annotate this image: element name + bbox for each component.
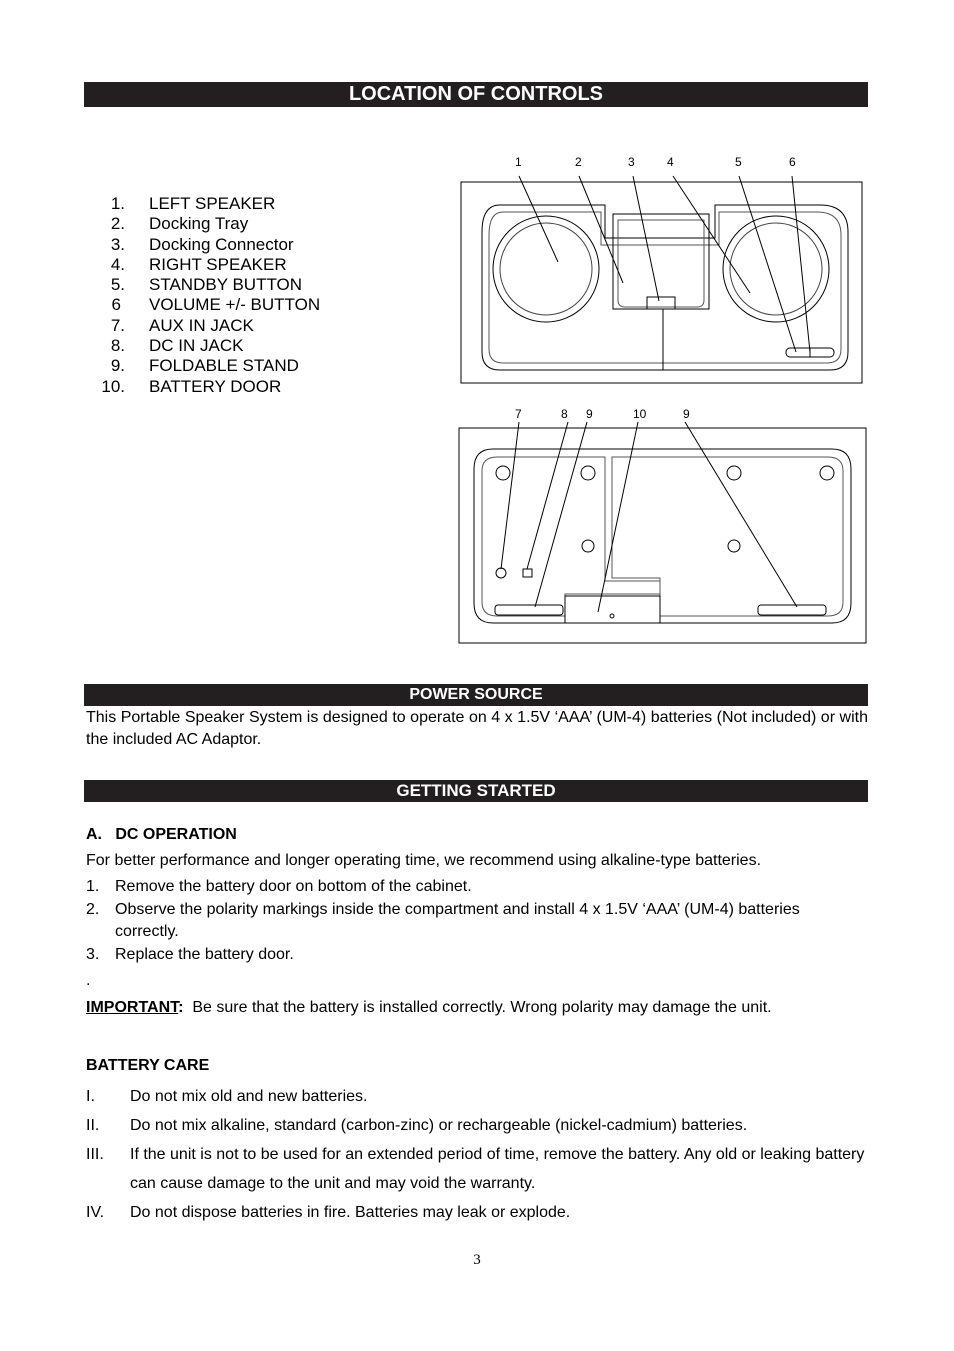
power-source-heading: POWER SOURCE — [84, 684, 868, 706]
docking-tray — [613, 214, 709, 309]
callout-line-2 — [579, 176, 623, 283]
item-label: AUX IN JACK — [149, 315, 254, 335]
callout-line-4 — [673, 176, 750, 293]
list-item — [95, 356, 320, 376]
screw-hole — [727, 466, 741, 480]
foldable-stand-right — [758, 605, 826, 615]
important-label: IMPORTANT — [86, 999, 179, 1016]
item-text: Do not mix old and new batteries. — [130, 1088, 368, 1105]
item-number: 5. — [110, 275, 125, 295]
page-number: 3 — [473, 1252, 481, 1268]
list-item — [95, 275, 320, 295]
right-speaker-cone — [730, 223, 822, 315]
item-number: II. — [86, 1117, 100, 1134]
item-number: III. — [86, 1146, 104, 1163]
step-text: Observe the polarity markings inside the compartment and install 4 x 1.5V ‘AAA’ (UM-4) batteries correctly. — [115, 900, 800, 940]
callout-4: 4 — [667, 155, 674, 169]
item-number: 3. — [110, 234, 125, 254]
callout-8: 8 — [561, 407, 568, 421]
item-label: Docking Connector — [149, 234, 294, 254]
item-number: 2. — [110, 214, 125, 234]
speaker-body-outline — [482, 205, 848, 370]
list-item — [86, 876, 806, 899]
item-label: VOLUME +/- BUTTON — [149, 295, 321, 315]
list-item — [95, 295, 320, 315]
list-item — [86, 1082, 876, 1111]
callout-2: 2 — [575, 155, 582, 169]
important-note — [86, 999, 772, 1017]
item-text: Do not mix alkaline, standard (carbon-zinc) or rechargeable (nickel-cadmium) batteries. — [130, 1117, 748, 1134]
callout-5: 5 — [735, 155, 742, 169]
getting-started-heading: GETTING STARTED — [84, 780, 868, 802]
item-label: Docking Tray — [149, 214, 249, 234]
list-item — [95, 336, 320, 356]
back-panel-right — [612, 457, 843, 616]
item-label: RIGHT SPEAKER — [149, 254, 287, 274]
step-number: 2. — [86, 900, 100, 918]
list-item — [86, 899, 806, 944]
item-text: If the unit is not to be used for an extended period of time, remove the battery. Any old or leaking battery can cause damage to the unit and may void the warranty. — [130, 1146, 865, 1192]
dc-in-jack — [523, 569, 532, 577]
dc-operation-heading: A. DC OPERATION — [86, 826, 237, 843]
battery-door-screw — [610, 614, 614, 618]
back-view-diagram — [455, 403, 870, 648]
controls-list — [95, 194, 320, 397]
right-speaker-grille — [723, 216, 829, 322]
item-label: STANDBY BUTTON — [149, 275, 303, 295]
list-item — [86, 1140, 876, 1198]
callout-line-8 — [527, 422, 568, 569]
item-number: 9. — [110, 356, 125, 376]
docking-tray-inner — [618, 220, 704, 307]
left-speaker-grille — [493, 216, 599, 322]
callout-7: 7 — [515, 407, 522, 421]
step-number: 1. — [86, 878, 100, 895]
foldable-stand-left — [495, 605, 563, 615]
callout-line-6 — [792, 176, 810, 352]
left-speaker-cone — [500, 223, 592, 315]
battery-door — [565, 596, 660, 623]
screw-hole — [581, 466, 595, 480]
item-number: 8. — [110, 336, 125, 356]
item-number: IV. — [86, 1204, 105, 1221]
list-item — [95, 235, 320, 255]
item-number: 7. — [110, 315, 125, 335]
callout-line-9b — [685, 422, 797, 607]
item-number: 1. — [110, 194, 125, 213]
item-number: I. — [86, 1088, 95, 1105]
item-text: Do not dispose batteries in fire. Batteries may leak or explode. — [130, 1204, 571, 1221]
aux-in-jack — [496, 568, 506, 578]
battery-care-heading: BATTERY CARE — [86, 1057, 210, 1074]
list-item — [86, 1198, 876, 1227]
dc-intro: For better performance and longer operating time, we recommend using alkaline-type batteries. — [86, 852, 762, 869]
list-item — [95, 214, 320, 234]
callout-line-5 — [739, 176, 796, 352]
list-item — [95, 194, 320, 214]
step-text: Remove the battery door on bottom of the cabinet. — [115, 878, 472, 895]
step-text: Replace the battery door. — [115, 945, 294, 963]
screw-hole — [728, 540, 740, 552]
list-item — [95, 255, 320, 275]
screw-hole — [820, 466, 834, 480]
important-text: Be sure that the battery is installed correctly. Wrong polarity may damage the unit. — [192, 999, 772, 1016]
power-source-text: This Portable Speaker System is designed to operate on 4 x 1.5V ‘AAA’ (UM-4) batteries (Not included) or with the included AC Adaptor. — [86, 709, 868, 748]
item-label: LEFT SPEAKER — [149, 194, 276, 213]
list-item — [86, 944, 806, 967]
location-heading: LOCATION OF CONTROLS — [84, 82, 868, 107]
item-label: FOLDABLE STAND — [149, 356, 299, 376]
callout-line-10 — [598, 422, 638, 612]
back-body-outline — [474, 449, 851, 623]
screw-hole — [496, 466, 510, 480]
list-item — [95, 316, 320, 336]
callout-9: 9 — [586, 407, 593, 421]
callout-9b: 9 — [683, 407, 690, 421]
speaker-body-inner — [489, 212, 841, 363]
callout-10: 10 — [633, 407, 647, 421]
callout-line-9a — [535, 422, 587, 607]
callout-6: 6 — [789, 155, 796, 169]
stray-dot: . — [86, 972, 91, 989]
back-frame — [459, 428, 866, 643]
important-colon: : — [178, 999, 184, 1016]
list-item — [86, 1111, 876, 1140]
dc-steps — [86, 876, 806, 966]
callout-line-1 — [519, 176, 558, 262]
list-item — [95, 377, 320, 397]
callout-line-7 — [501, 422, 519, 569]
back-panel-left — [482, 457, 660, 616]
item-label: BATTERY DOOR — [149, 376, 282, 396]
item-number: 10. — [101, 376, 125, 396]
step-number: 3. — [86, 945, 100, 963]
battery-care-list — [86, 1082, 876, 1227]
screw-hole — [582, 540, 594, 552]
callout-1: 1 — [515, 155, 522, 169]
item-label: DC IN JACK — [149, 336, 244, 356]
item-number: 6 — [111, 295, 121, 315]
front-view-diagram — [455, 150, 870, 390]
callout-3: 3 — [628, 155, 635, 169]
item-number: 4. — [110, 254, 125, 274]
